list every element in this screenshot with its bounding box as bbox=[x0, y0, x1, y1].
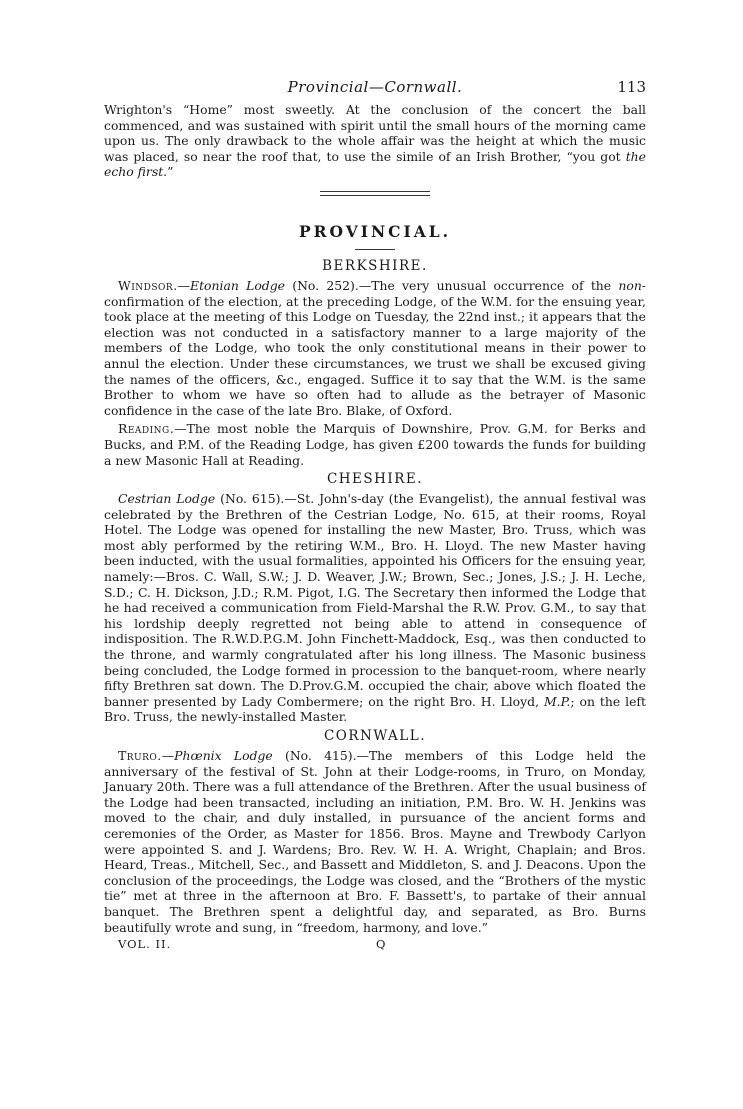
truro-place: Truro. bbox=[118, 748, 162, 763]
truro-text: (No. 415).—The members of this Lodge held the anniversary of the festival of St. John at their Lodge-rooms, in Truro, on Monday, January 20th. There was a full attendance of the Brethren. After the usual business of the Lodge had been transacted, including an initiation, P.M. Bro. W. H. Jenkins was moved to the chair, and duly installed, in pursuance of the ancient forms and ceremonies of the Order, as Master for 1856. Bros. Mayne and Trewbody Carlyon were appointed S. and J. Wardens; Bro. Rev. W. H. A. Wright, Chaplain; and Bros. Heard, Treas., Mitchell, Sec., and Bassett and Middleton, S. and J. Deacons. Upon the conclusion of the proceedings, the Lodge was closed, and the “Brothers of the mystic tie” met at three in the afternoon at Bro. F. Bassett's, to partake of their annual banquet. The Brethren spent a delightful day, and separated, as Bro. Burns beautifully wrote and sung, in “freedom, harmony, and love.” bbox=[104, 748, 646, 935]
reading-paragraph bbox=[104, 421, 646, 468]
windsor-paragraph bbox=[104, 278, 646, 418]
page-number: 113 bbox=[617, 78, 646, 96]
cheshire-text-a: (No. 615).—St. John's-day (the Evangelist), the annual festival was celebrated by the Brethren of the Cestrian Lodge, No. 615, at their rooms, Royal Hotel. The Lodge was opened for installing the new Master, Bro. Truss, which was most ably performed by the retiring W.M., Bro. H. Lloyd. The new Master having been inducted, with the usual formalities, appointed his Officers for the ensuing year, namely:—Bros. C. Wall, S.W.; J. D. Weaver, J.W.; Brown, Sec.; Jones, J.S.; J. H. Leche, S.D.; C. H. Dickson, J.D.; R.M. Pigot, I.G. The Secretary then informed the Lodge that he had received a communication from Field-Marshal the R.W. Prov. G.M., to say that his lordship deeply regretted not being able to attend in consequence of indisposition. The R.W.D.P.G.M. John Finchett-Maddock, Esq., was then conducted to the throne, and warmly congratulated after his long illness. The Masonic business being concluded, the Lodge formed in procession to the banquet-room, where nearly fifty Brethren sat down. The D.Prov.G.M. occupied the chair, above which floated the banner presented by Lady Combermere; on the right Bro. H. Lloyd, bbox=[104, 491, 646, 709]
windsor-text-b: confirmation of the election, at the preceding Lodge, of the W.M. for the ensuing year, took place at the meeting of this Lodge on Tuesday, the 22nd inst.; it appears that the election was not conducted in a satisfactory manner to a large majority of the members of the Lodge, who took the only constitutional means in their power to annul the election. Under these circumstances, we trust we shall be excused giving the names of the officers, &c., engaged. Suffice it to say that the W.M. is the same Brother to whom we have so often had to allude as the betrayer of Masonic confidence in the case of the late Bro. Blake, of Oxford. bbox=[104, 293, 646, 418]
truro-paragraph bbox=[104, 748, 646, 935]
volume-label: VOL. II. bbox=[118, 937, 172, 952]
cheshire-lodge-name: Cestrian Lodge bbox=[118, 491, 216, 507]
truro-dash: — bbox=[161, 748, 175, 763]
intro-paragraph bbox=[104, 102, 646, 180]
section-title-rule bbox=[355, 249, 395, 250]
county-heading-cheshire: CHESHIRE. bbox=[326, 471, 424, 488]
windsor-lodge-name: Etonian Lodge bbox=[190, 277, 285, 293]
intro-italic: the echo first. bbox=[104, 148, 646, 180]
intro-text: Wrighton's “Home” most sweetly. At the conclusion of the concert the ball commenced, and was sustained with spirit until the small hours of the morning came upon us. The only drawback to the whole affair was the height at which the music was placed, so near the roof that, to use the simile of an Irish Brother, “you got bbox=[104, 102, 646, 164]
truro-lodge-name: Phœnix Lodge bbox=[174, 748, 273, 763]
signature-mark: Q bbox=[376, 937, 386, 952]
document-page bbox=[104, 70, 646, 953]
county-heading-cornwall: CORNWALL. bbox=[323, 728, 427, 744]
county-heading-berkshire: BERKSHIRE. bbox=[322, 257, 428, 274]
running-title: Provincial—Cornwall. bbox=[287, 78, 463, 96]
section-divider bbox=[320, 191, 430, 196]
windsor-text-a: (No. 252).—The very unusual occurrence of the bbox=[284, 277, 619, 293]
cheshire-paragraph bbox=[104, 491, 646, 725]
cheshire-mp: M.P. bbox=[543, 693, 571, 709]
reading-place: Reading. bbox=[118, 421, 175, 437]
cheshire-text-b: ; on the left Bro. Truss, the newly-installed Master. bbox=[104, 693, 646, 725]
reading-text: —The most noble the Marquis of Downshire, Prov. G.M. for Berks and Bucks, and P.M. of the Reading Lodge, has given £200 towards the funds for building a new Masonic Hall at Reading. bbox=[104, 421, 646, 468]
running-head bbox=[104, 70, 646, 102]
windsor-dash: — bbox=[177, 277, 191, 293]
windsor-place: Windsor. bbox=[118, 277, 178, 293]
intro-close-quote: ” bbox=[167, 164, 174, 180]
windsor-non: non- bbox=[618, 277, 646, 293]
page-footer bbox=[104, 937, 646, 953]
section-title: PROVINCIAL. bbox=[298, 221, 452, 241]
